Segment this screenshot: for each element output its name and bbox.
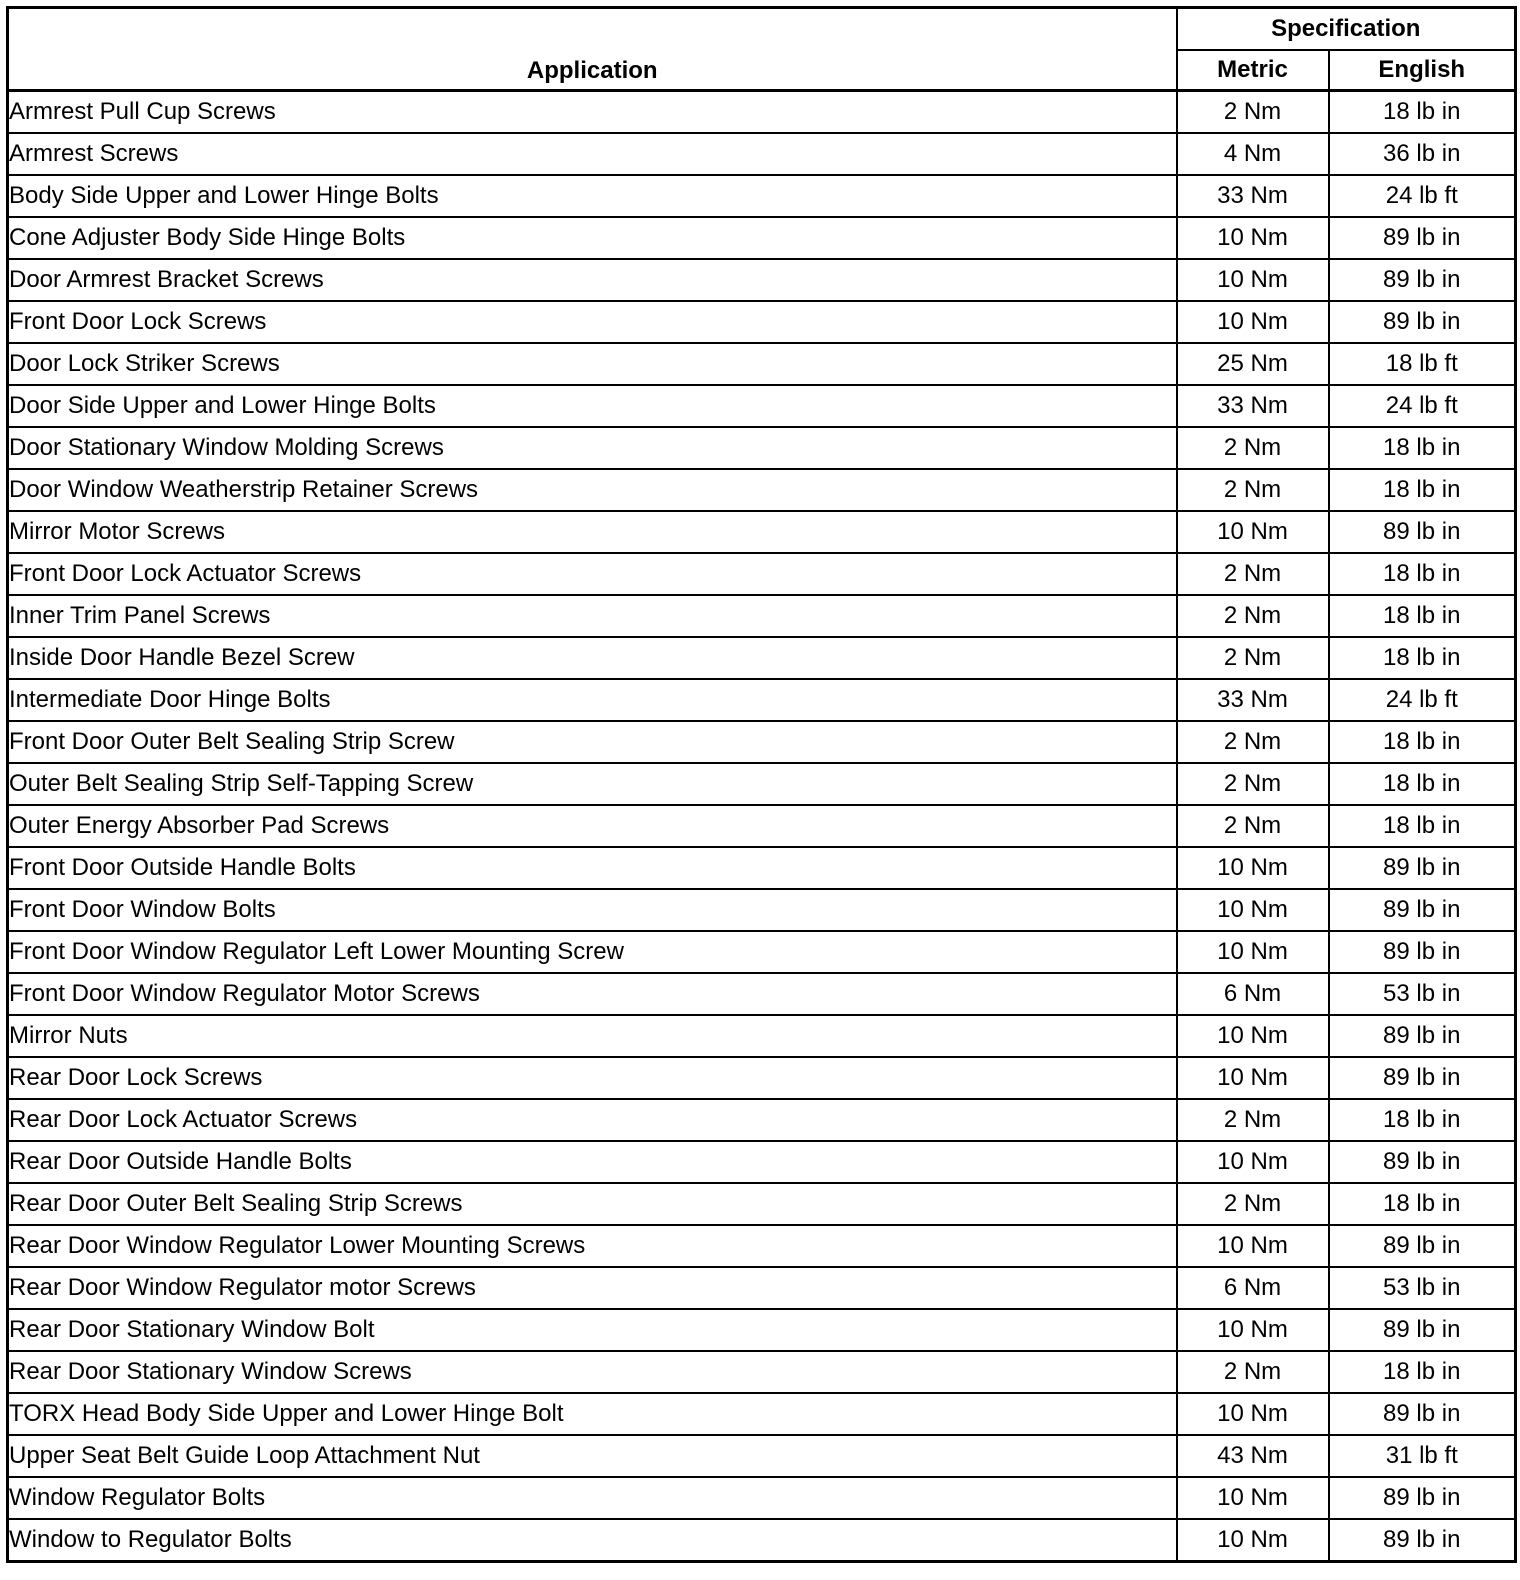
- metric-cell: 10 Nm: [1177, 1225, 1329, 1267]
- application-cell: Outer Belt Sealing Strip Self-Tapping Screw: [8, 763, 1177, 805]
- table-row: [8, 1351, 1516, 1393]
- metric-cell: 4 Nm: [1177, 133, 1329, 175]
- header-specification: Specification: [1177, 8, 1516, 51]
- english-cell: 89 lb in: [1329, 259, 1516, 301]
- table-row: [8, 1519, 1516, 1562]
- metric-cell: 2 Nm: [1177, 1183, 1329, 1225]
- english-cell: 53 lb in: [1329, 1267, 1516, 1309]
- english-cell: 18 lb in: [1329, 595, 1516, 637]
- table-row: [8, 973, 1516, 1015]
- metric-cell: 2 Nm: [1177, 427, 1329, 469]
- english-cell: 53 lb in: [1329, 973, 1516, 1015]
- metric-cell: 25 Nm: [1177, 343, 1329, 385]
- table-row: [8, 385, 1516, 427]
- table-body: [8, 91, 1516, 1562]
- table-row: [8, 931, 1516, 973]
- metric-cell: 10 Nm: [1177, 259, 1329, 301]
- english-cell: 31 lb ft: [1329, 1435, 1516, 1477]
- table-row: [8, 763, 1516, 805]
- application-cell: Front Door Outside Handle Bolts: [8, 847, 1177, 889]
- table-row: [8, 1015, 1516, 1057]
- table-row: [8, 1309, 1516, 1351]
- metric-cell: 10 Nm: [1177, 847, 1329, 889]
- table-row: [8, 1183, 1516, 1225]
- table-row: [8, 1435, 1516, 1477]
- metric-cell: 10 Nm: [1177, 1393, 1329, 1435]
- table-row: [8, 469, 1516, 511]
- header-application: Application: [8, 8, 1177, 91]
- application-cell: Intermediate Door Hinge Bolts: [8, 679, 1177, 721]
- english-cell: 18 lb in: [1329, 721, 1516, 763]
- metric-cell: 2 Nm: [1177, 1351, 1329, 1393]
- table-row: [8, 217, 1516, 259]
- metric-cell: 33 Nm: [1177, 385, 1329, 427]
- application-cell: Upper Seat Belt Guide Loop Attachment Nut: [8, 1435, 1177, 1477]
- metric-cell: 10 Nm: [1177, 1057, 1329, 1099]
- metric-cell: 2 Nm: [1177, 553, 1329, 595]
- application-cell: Armrest Screws: [8, 133, 1177, 175]
- table-row: [8, 805, 1516, 847]
- english-cell: 24 lb ft: [1329, 385, 1516, 427]
- english-cell: 89 lb in: [1329, 1141, 1516, 1183]
- english-cell: 89 lb in: [1329, 847, 1516, 889]
- english-cell: 18 lb in: [1329, 553, 1516, 595]
- metric-cell: 10 Nm: [1177, 1519, 1329, 1562]
- application-cell: Rear Door Window Regulator motor Screws: [8, 1267, 1177, 1309]
- table-row: [8, 343, 1516, 385]
- metric-cell: 10 Nm: [1177, 1141, 1329, 1183]
- header-metric: Metric: [1177, 50, 1329, 91]
- table-row: [8, 595, 1516, 637]
- application-cell: Door Side Upper and Lower Hinge Bolts: [8, 385, 1177, 427]
- english-cell: 18 lb in: [1329, 805, 1516, 847]
- metric-cell: 6 Nm: [1177, 1267, 1329, 1309]
- table-row: [8, 553, 1516, 595]
- metric-cell: 43 Nm: [1177, 1435, 1329, 1477]
- application-cell: Front Door Window Regulator Motor Screws: [8, 973, 1177, 1015]
- application-cell: Mirror Nuts: [8, 1015, 1177, 1057]
- metric-cell: 2 Nm: [1177, 805, 1329, 847]
- metric-cell: 10 Nm: [1177, 1477, 1329, 1519]
- table-row: [8, 301, 1516, 343]
- metric-cell: 10 Nm: [1177, 217, 1329, 259]
- english-cell: 18 lb in: [1329, 91, 1516, 134]
- table-row: [8, 427, 1516, 469]
- english-cell: 89 lb in: [1329, 931, 1516, 973]
- application-cell: Body Side Upper and Lower Hinge Bolts: [8, 175, 1177, 217]
- english-cell: 89 lb in: [1329, 1477, 1516, 1519]
- application-cell: Door Armrest Bracket Screws: [8, 259, 1177, 301]
- application-cell: Front Door Lock Actuator Screws: [8, 553, 1177, 595]
- metric-cell: 2 Nm: [1177, 721, 1329, 763]
- english-cell: 24 lb ft: [1329, 679, 1516, 721]
- english-cell: 89 lb in: [1329, 1309, 1516, 1351]
- application-cell: Window to Regulator Bolts: [8, 1519, 1177, 1562]
- english-cell: 18 lb in: [1329, 1183, 1516, 1225]
- english-cell: 89 lb in: [1329, 1519, 1516, 1562]
- metric-cell: 2 Nm: [1177, 91, 1329, 134]
- fastener-torque-table: [6, 6, 1517, 1563]
- english-cell: 18 lb in: [1329, 763, 1516, 805]
- english-cell: 24 lb ft: [1329, 175, 1516, 217]
- application-cell: Rear Door Lock Screws: [8, 1057, 1177, 1099]
- english-cell: 89 lb in: [1329, 889, 1516, 931]
- application-cell: Front Door Lock Screws: [8, 301, 1177, 343]
- metric-cell: 6 Nm: [1177, 973, 1329, 1015]
- application-cell: Rear Door Outside Handle Bolts: [8, 1141, 1177, 1183]
- english-cell: 18 lb in: [1329, 1099, 1516, 1141]
- application-cell: Rear Door Stationary Window Screws: [8, 1351, 1177, 1393]
- application-cell: TORX Head Body Side Upper and Lower Hinge Bolt: [8, 1393, 1177, 1435]
- metric-cell: 10 Nm: [1177, 511, 1329, 553]
- english-cell: 18 lb in: [1329, 427, 1516, 469]
- application-cell: Rear Door Window Regulator Lower Mounting Screws: [8, 1225, 1177, 1267]
- table-row: [8, 637, 1516, 679]
- table-row: [8, 133, 1516, 175]
- table-row: [8, 721, 1516, 763]
- english-cell: 89 lb in: [1329, 301, 1516, 343]
- application-cell: Front Door Window Regulator Left Lower Mounting Screw: [8, 931, 1177, 973]
- metric-cell: 2 Nm: [1177, 595, 1329, 637]
- table-row: [8, 91, 1516, 134]
- metric-cell: 33 Nm: [1177, 175, 1329, 217]
- application-cell: Rear Door Outer Belt Sealing Strip Screws: [8, 1183, 1177, 1225]
- application-cell: Inside Door Handle Bezel Screw: [8, 637, 1177, 679]
- table-row: [8, 1141, 1516, 1183]
- table-row: [8, 259, 1516, 301]
- english-cell: 18 lb in: [1329, 1351, 1516, 1393]
- table-row: [8, 1393, 1516, 1435]
- english-cell: 89 lb in: [1329, 1015, 1516, 1057]
- application-cell: Door Lock Striker Screws: [8, 343, 1177, 385]
- application-cell: Door Window Weatherstrip Retainer Screws: [8, 469, 1177, 511]
- application-cell: Outer Energy Absorber Pad Screws: [8, 805, 1177, 847]
- english-cell: 89 lb in: [1329, 217, 1516, 259]
- application-cell: Front Door Outer Belt Sealing Strip Screw: [8, 721, 1177, 763]
- metric-cell: 2 Nm: [1177, 1099, 1329, 1141]
- header-english: English: [1329, 50, 1516, 91]
- metric-cell: 10 Nm: [1177, 931, 1329, 973]
- metric-cell: 2 Nm: [1177, 637, 1329, 679]
- application-cell: Window Regulator Bolts: [8, 1477, 1177, 1519]
- english-cell: 89 lb in: [1329, 511, 1516, 553]
- english-cell: 18 lb ft: [1329, 343, 1516, 385]
- metric-cell: 2 Nm: [1177, 469, 1329, 511]
- application-cell: Mirror Motor Screws: [8, 511, 1177, 553]
- application-cell: Inner Trim Panel Screws: [8, 595, 1177, 637]
- english-cell: 89 lb in: [1329, 1057, 1516, 1099]
- application-cell: Rear Door Lock Actuator Screws: [8, 1099, 1177, 1141]
- table-row: [8, 889, 1516, 931]
- metric-cell: 10 Nm: [1177, 889, 1329, 931]
- application-cell: Front Door Window Bolts: [8, 889, 1177, 931]
- table-row: [8, 1267, 1516, 1309]
- metric-cell: 10 Nm: [1177, 1309, 1329, 1351]
- metric-cell: 33 Nm: [1177, 679, 1329, 721]
- application-cell: Armrest Pull Cup Screws: [8, 91, 1177, 134]
- table-row: [8, 847, 1516, 889]
- english-cell: 36 lb in: [1329, 133, 1516, 175]
- metric-cell: 10 Nm: [1177, 1015, 1329, 1057]
- table-row: [8, 1099, 1516, 1141]
- application-cell: Door Stationary Window Molding Screws: [8, 427, 1177, 469]
- table-row: [8, 511, 1516, 553]
- table-row: [8, 1057, 1516, 1099]
- table-header: [8, 8, 1516, 91]
- table-row: [8, 679, 1516, 721]
- english-cell: 89 lb in: [1329, 1393, 1516, 1435]
- metric-cell: 10 Nm: [1177, 301, 1329, 343]
- table-row: [8, 175, 1516, 217]
- metric-cell: 2 Nm: [1177, 763, 1329, 805]
- application-cell: Cone Adjuster Body Side Hinge Bolts: [8, 217, 1177, 259]
- table-row: [8, 1225, 1516, 1267]
- english-cell: 18 lb in: [1329, 469, 1516, 511]
- english-cell: 18 lb in: [1329, 637, 1516, 679]
- application-cell: Rear Door Stationary Window Bolt: [8, 1309, 1177, 1351]
- table-row: [8, 1477, 1516, 1519]
- english-cell: 89 lb in: [1329, 1225, 1516, 1267]
